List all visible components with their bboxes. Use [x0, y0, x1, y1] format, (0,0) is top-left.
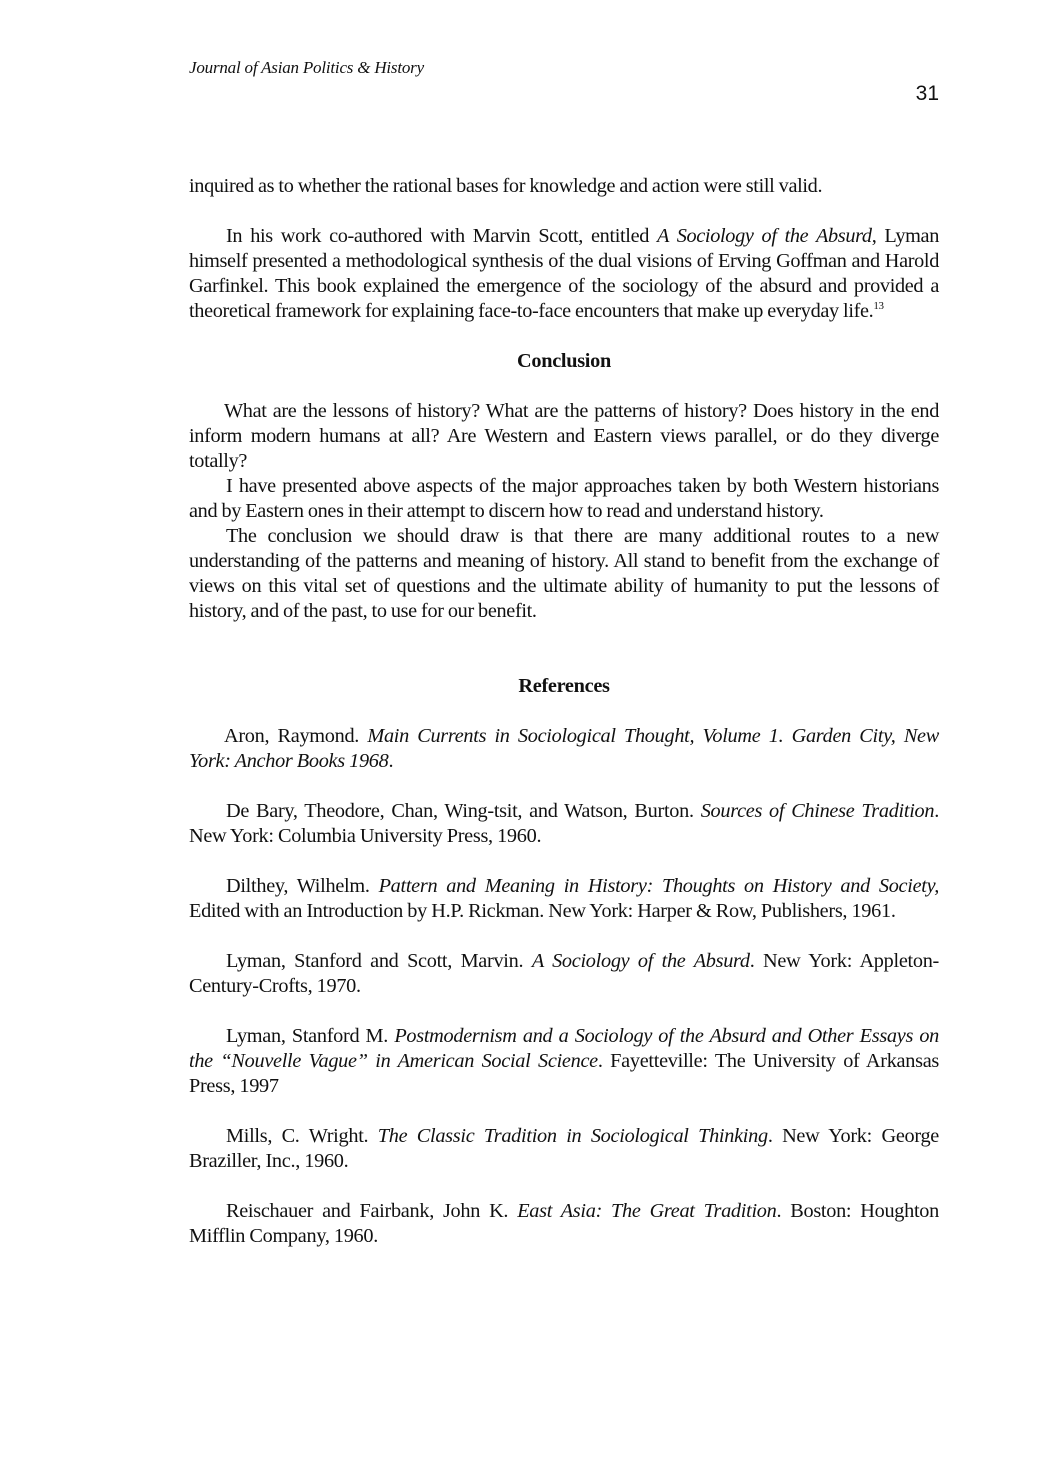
- reference-publisher: . New York: George Braziller, Inc., 1960.: [189, 1125, 939, 1172]
- page-number: 31: [915, 82, 939, 105]
- reference-publisher: . Fayetteville: The University of Arkansas Press, 1997: [189, 1050, 939, 1097]
- reference-publisher: .: [388, 750, 394, 772]
- reference-title: A Sociology of the Absurd: [531, 950, 750, 972]
- reference-item: [189, 874, 939, 924]
- reference-author: Mills, C. Wright.: [226, 1125, 378, 1147]
- reference-title: Main Currents in Sociological Thought, Volume 1. Garden City, New York: Anchor Books 1968: [189, 725, 939, 772]
- reference-author: Lyman, Stanford M.: [226, 1025, 395, 1047]
- paragraph-text: , Lyman himself presented a methodological synthesis of the dual visions of Erving Goffman and Harold Garfinkel. This book explained the emergence of the sociology of the absurd and provided a theoretical framework for explaining face-to-face encounters that make up everyday life.: [189, 225, 939, 322]
- continuation-paragraph: inquired as to whether the rational bases for knowledge and action were still valid.: [189, 175, 823, 197]
- reference-title: East Asia: The Great Tradition: [517, 1200, 777, 1222]
- section-heading-references: References: [518, 675, 610, 697]
- running-head: Journal of Asian Politics & History: [189, 58, 424, 77]
- article-body: [189, 174, 939, 1249]
- reference-publisher: . Boston: Houghton Mifflin Company, 1960.: [189, 1200, 939, 1247]
- reference-publisher: Edited with an Introduction by H.P. Rickman. New York: Harper & Row, Publishers, 1961.: [189, 900, 896, 922]
- conclusion-paragraph: What are the lessons of history? What are the patterns of history? Does history in the end inform modern humans at all? Are Western and Eastern views parallel, or do they diverge totally?: [189, 400, 939, 472]
- reference-title: Pattern and Meaning in History: Thoughts on History and Society,: [378, 875, 939, 897]
- conclusion-paragraph: I have presented above aspects of the major approaches taken by both Western historians and by Eastern ones in their attempt to discern how to read and understand history.: [189, 475, 939, 522]
- conclusion-paragraph: The conclusion we should draw is that there are many additional routes to a new understanding of the patterns and meaning of history. All stand to benefit from the exchange of views on this vital set of questions and the ultimate ability of humanity to put the lessons of history, and of the past, to use for our benefit.: [189, 525, 939, 622]
- reference-title: The Classic Tradition in Sociological Thinking: [377, 1125, 768, 1147]
- reference-title: Postmodernism and a Sociology of the Absurd and Other Essays on the “Nouvelle Vague” in American Social Science: [189, 1025, 940, 1072]
- reference-item: [189, 799, 939, 849]
- footnote-marker[interactable]: 13: [873, 300, 884, 312]
- reference-publisher: . New York: Columbia University Press, 1960.: [189, 800, 940, 847]
- section-heading-conclusion: Conclusion: [517, 350, 611, 372]
- reference-author: Reischauer and Fairbank, John K.: [226, 1200, 518, 1222]
- paragraph-text: In his work co-authored with Marvin Scott, entitled: [226, 225, 658, 247]
- reference-title: Sources of Chinese Tradition: [700, 800, 935, 822]
- reference-item: [189, 1124, 939, 1174]
- reference-author: Dilthey, Wilhelm.: [226, 875, 379, 897]
- reference-author: Lyman, Stanford and Scott, Marvin.: [226, 950, 532, 972]
- reference-item: [189, 1199, 939, 1249]
- reference-publisher: . New York: Appleton- Century-Crofts, 1970.: [189, 950, 939, 997]
- reference-list: [189, 724, 939, 1249]
- reference-author: Aron, Raymond.: [224, 725, 368, 747]
- reference-author: De Bary, Theodore, Chan, Wing-tsit, and Watson, Burton.: [226, 800, 701, 822]
- paragraph-lyman: [189, 224, 939, 324]
- reference-item: [189, 949, 939, 999]
- reference-item: [189, 1024, 939, 1099]
- book-title: A Sociology of the Absurd: [657, 225, 872, 247]
- reference-item: [189, 724, 939, 774]
